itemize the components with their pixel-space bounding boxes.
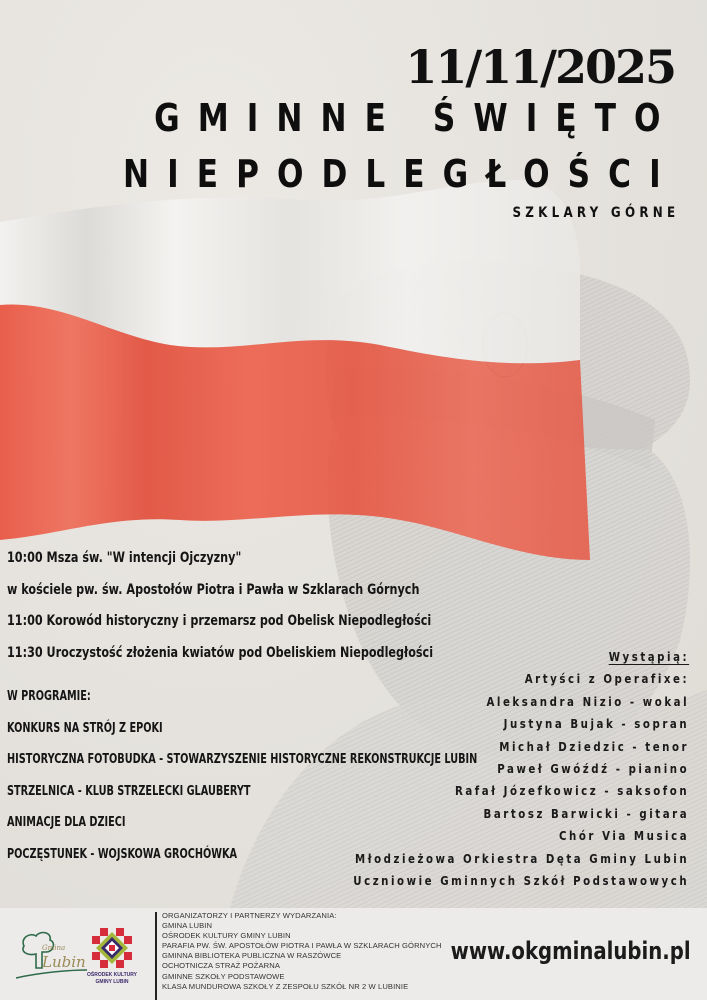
event-location: SZKLARY GÓRNE: [512, 205, 679, 221]
partner-item: GMINNE SZKOŁY PODSTAWOWE: [162, 971, 285, 981]
performers-list: [294, 648, 689, 894]
svg-text:Lubin: Lubin: [42, 953, 86, 971]
performer-item: Paweł Gwóźdź - pianino: [497, 761, 689, 776]
performer-item: Michał Dziedzic - tenor: [499, 739, 689, 754]
program-heading: W PROGRAMIE:: [7, 688, 91, 704]
logos: [12, 920, 147, 990]
title-line-2: NIEPODLEGŁOŚCI: [123, 152, 679, 196]
performer-item: Artyści z Operafixe:: [524, 672, 689, 687]
partner-item: GMINNA BIBLIOTEKA PUBLICZNA W RASZÓWCE: [162, 951, 342, 961]
footer: [0, 908, 707, 1000]
performer-item: Rafał Józefkowicz - saksofon: [454, 784, 689, 799]
title-line-1: GMINNE ŚWIĘTO: [154, 96, 679, 140]
osrodek-kultury-logo: [87, 928, 138, 985]
performer-item: Bartosz Barwicki - gitara: [483, 806, 689, 821]
performer-item: Justyna Bujak - sopran: [503, 717, 689, 732]
program-item: HISTORYCZNA FOTOBUDKA - STOWARZYSZENIE HISTORYCZNE REKONSTRUKCJE LUBIN: [7, 751, 478, 767]
schedule-item: 11:30 Uroczystość złożenia kwiatów pod Obeliskiem Niepodległości: [7, 644, 434, 661]
program-item: ANIMACJE DLA DZIECI: [7, 814, 126, 830]
performer-item: Aleksandra Nizio - wokal: [486, 694, 689, 709]
partner-item: GMINA LUBIN: [162, 921, 213, 931]
program-item: KONKURS NA STRÓJ Z EPOKI: [7, 719, 163, 736]
partner-item: OCHOTNICZA STRAŻ POŻARNA: [162, 961, 281, 971]
website-link[interactable]: www.okgminalubin.pl: [451, 937, 691, 965]
partner-item: OŚRODEK KULTURY GMINY LUBIN: [162, 931, 291, 941]
program-item: POCZĘSTUNEK - WOJSKOWA GROCHÓWKA: [7, 845, 238, 862]
partner-item: KLASA MUNDUROWA SZKOŁY Z ZESPOŁU SZKÓŁ NR 2 W LUBINIE: [162, 981, 409, 991]
partner-item: PARAFIA PW. ŚW. APOSTOŁÓW PIOTRA I PAWŁA W SZKLARACH GÓRNYCH: [162, 941, 442, 951]
performer-item: Chór Via Musica: [558, 829, 689, 844]
schedule-item: 10:00 Msza św. "W intencji Ojczyzny": [7, 550, 242, 566]
performer-item: Uczniowie Gminnych Szkół Podstawowych: [353, 873, 689, 888]
performer-item: Młodzieżowa Orkiestra Dęta Gminy Lubin: [354, 851, 689, 866]
schedule-item: 11:00 Korowód historyczny i przemarsz pod Obelisk Niepodległości: [7, 613, 432, 629]
svg-text:OŚRODEK KULTURY: OŚRODEK KULTURY: [87, 972, 137, 978]
gmina-lubin-logo: [16, 933, 87, 978]
event-date: 11/11/2025: [405, 40, 675, 94]
svg-text:Gmina: Gmina: [42, 944, 66, 952]
svg-text:GMINY LUBIN: GMINY LUBIN: [95, 979, 129, 985]
footer-divider: [155, 912, 157, 1000]
program-item: STRZELNICA - KLUB STRZELECKI GLAUBERYT: [7, 782, 251, 799]
partners-heading: ORGANIZATORZY I PARTNERZY WYDARZANIA:: [162, 911, 337, 920]
partners-list: [162, 911, 442, 992]
schedule-item: w kościele pw. św. Apostołów Piotra i Pawła w Szklarach Górnych: [7, 581, 420, 598]
performers-heading: Wystąpią:: [608, 650, 689, 664]
